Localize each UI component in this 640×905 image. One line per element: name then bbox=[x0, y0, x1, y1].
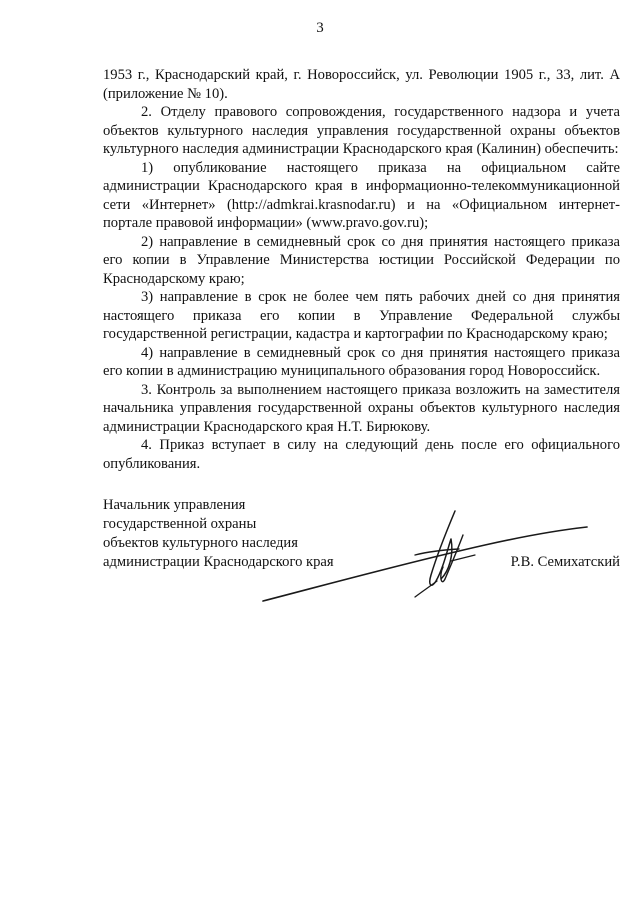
signatory-title-line: Начальник управления bbox=[103, 497, 246, 513]
signatory-title-line: объектов культурного наследия bbox=[103, 535, 298, 551]
paragraph-item-4-effective-date: 4. Приказ вступает в силу на следующий день после его официального опубликования. bbox=[103, 437, 620, 472]
paragraph-subitem-2-ministry-of-justice: 2) направление в семидневный срок со дня принятия настоящего приказа его копии в Управление Министерства юстиции Российской Федерации по Краснодарскому краю; bbox=[103, 233, 620, 287]
page-number: 3 bbox=[316, 20, 324, 36]
paragraph-item-2: 2. Отделу правового сопровождения, государственного надзора и учета объектов культурного наследия управления государственной охраны объектов культурного наследия администрации Краснодарского края (Калинин) обеспечить: bbox=[103, 104, 620, 157]
paragraph-subitem-4-novorossiysk: 4) направление в семидневный срок со дня принятия настоящего приказа его копии в администрацию муниципального образования город Новороссийск. bbox=[103, 344, 620, 379]
signatory-title-line: государственной охраны bbox=[103, 516, 257, 532]
paragraph-subitem-1-publication: 1) опубликование настоящего приказа на официальном сайте администрации Краснодарского края в информационно-телекоммуникационной сети «Интернет» (http://admkrai.krasnodar.ru) и на «Официальном интернет-портале правовой информации» (www.pravo.gov.ru); bbox=[103, 159, 620, 231]
document-body bbox=[103, 66, 620, 473]
signatory-title-line: администрации Краснодарского края bbox=[103, 554, 334, 570]
paragraph-item-3-control: 3. Контроль за выполнением настоящего приказа возложить на заместителя начальника управления государственной охраны объектов культурного наследия администрации Краснодарского края Н.Т. Бирюкову. bbox=[103, 381, 620, 435]
signatory-name: Р.В. Семихатский bbox=[510, 554, 620, 570]
paragraph-subitem-3-registration-service: 3) направление в срок не более чем пять рабочих дней со дня принятия настоящего приказа его копии в Управление Федеральной службы государственной регистрации, кадастра и картографии по Краснодарскому краю; bbox=[103, 289, 620, 342]
paragraph-address-continuation: 1953 г., Краснодарский край, г. Новороссийск, ул. Революции 1905 г., 33, лит. А (приложение № 10). bbox=[103, 67, 620, 102]
